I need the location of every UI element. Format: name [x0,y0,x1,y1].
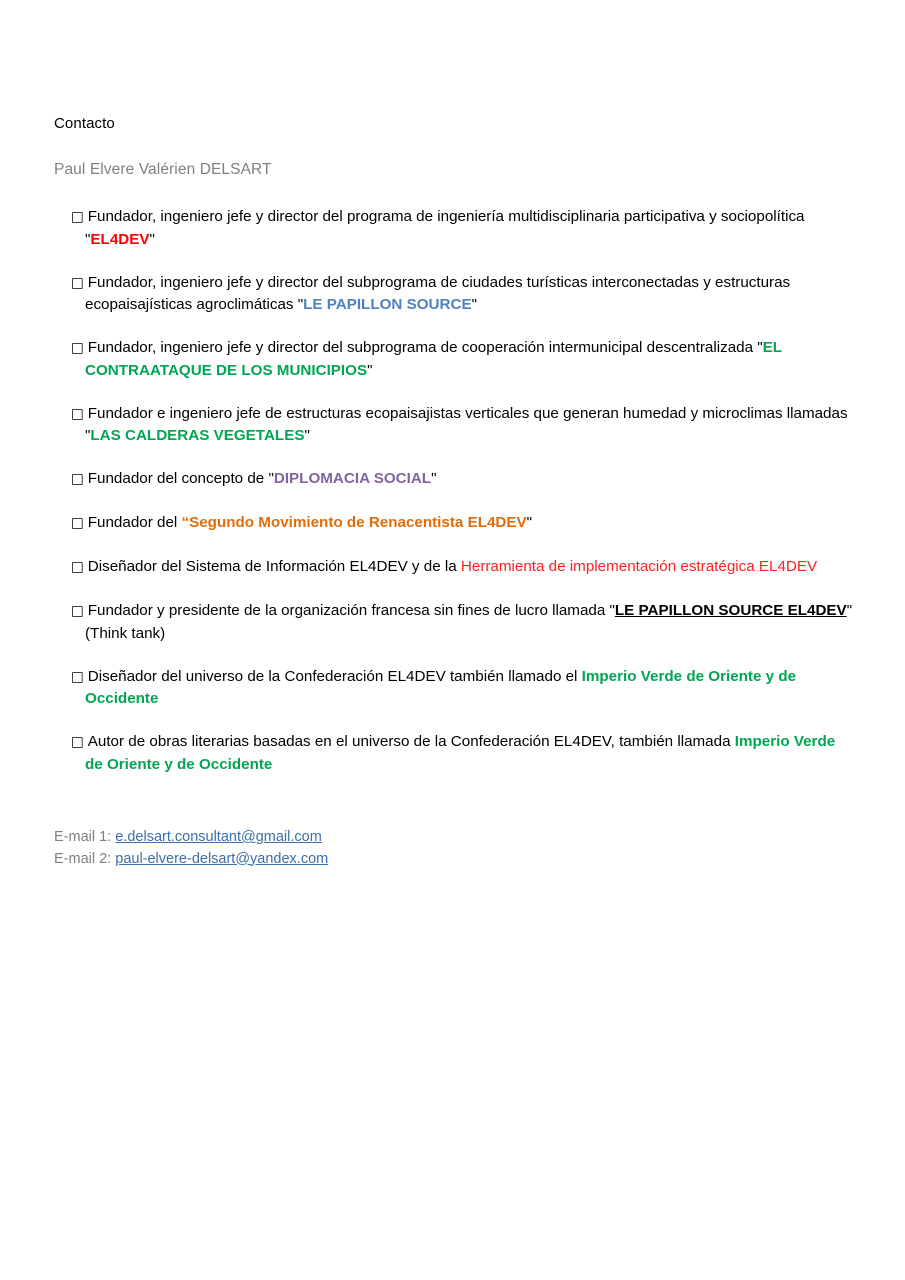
square-outline-bullet-icon: □ [71,471,84,487]
text-span: Fundador, ingeniero jefe y director del subprograma de ciudades turísticas interconectadas y estructuras ecopaisajísticas agroclimáticas " [85,273,791,313]
list-item [54,403,854,447]
email-row [54,827,854,849]
square-outline-bullet-icon: □ [71,603,84,619]
list-item [54,206,854,250]
list-item-text [88,514,532,531]
text-span: " [367,361,373,379]
text-span: Fundador del [87,514,182,531]
email-label: E-mail 1: [54,829,112,845]
list-item [54,272,854,316]
square-outline-bullet-icon: □ [71,340,84,356]
email-link[interactable]: e.delsart.consultant@gmail.com [115,829,322,845]
text-span: " (Think tank) [85,602,853,642]
list-item [54,468,854,491]
email-link[interactable]: paul-elvere-delsart@yandex.com [115,850,329,867]
list-item-text [85,668,796,708]
list-item [54,512,854,535]
text-span: " [149,230,155,248]
text-span: " [304,427,310,444]
email-label: E-mail 2: [54,850,112,867]
list-item [54,337,854,381]
list-item [54,731,854,775]
list-item-text [85,733,835,773]
list-item-text [85,339,782,379]
email-row [54,849,854,871]
list-item [54,666,854,710]
list-item-text [85,274,790,314]
text-span: EL CONTRAATAQUE DE LOS MUNICIPIOS [85,339,782,379]
page-title: Contacto [54,115,115,132]
text-span: Fundador e ingeniero jefe de estructuras ecopaisajistas verticales que generan humedad y microclimas llamadas " [85,404,848,444]
square-outline-bullet-icon: □ [71,274,84,291]
text-span: Imperio Verde de Oriente y de Occidente [85,733,836,773]
square-outline-bullet-icon: □ [71,734,84,750]
text-span: LE PAPILLON SOURCE [303,296,472,313]
author-name: Paul Elvere Valérien DELSART [54,161,272,178]
text-span: " [431,470,437,487]
text-span: “ [181,514,190,531]
text-span: Segundo Movimiento de Renacentista EL4DEV [189,514,527,531]
list-item-text [88,470,437,487]
text-span: Herramienta de implementación estratégica EL4DEV [460,558,818,575]
text-span: Diseñador del Sistema de Información EL4DEV y de la [87,558,461,575]
text-span: Fundador del concepto de " [87,470,274,487]
list-item [54,600,854,644]
list-item-text [85,405,848,445]
text-span: Imperio Verde de Oriente y de Occidente [85,667,797,707]
list-item [54,556,854,579]
credentials-list [54,206,854,775]
text-span: EL4DEV [90,230,150,248]
text-span: DIPLOMACIA SOCIAL [273,470,432,487]
text-span: Diseñador del universo de la Confederación EL4DEV también llamado el [87,667,582,685]
text-span: Fundador, ingeniero jefe y director del programa de ingeniería multidisciplinaria participativa y sociopolítica " [85,208,805,248]
list-item-text [88,558,817,575]
list-item-text [85,208,805,248]
square-outline-bullet-icon: □ [71,209,84,225]
square-outline-bullet-icon: □ [71,668,84,685]
square-outline-bullet-icon: □ [71,559,84,575]
email-block [54,827,854,870]
text-span: Autor de obras literarias basadas en el universo de la Confederación EL4DEV, también llamada [87,733,735,750]
document-content [54,114,854,870]
square-outline-bullet-icon: □ [71,405,84,422]
text-span: LE PAPILLON SOURCE EL4DEV [614,602,847,619]
text-span: " [526,514,533,531]
text-span: LAS CALDERAS VEGETALES [90,427,305,444]
square-outline-bullet-icon: □ [71,515,84,531]
text-span: Fundador, ingeniero jefe y director del subprograma de cooperación intermunicipal descentralizada " [87,339,763,356]
list-item-text [85,602,852,642]
text-span: " [471,296,477,313]
text-span: Fundador y presidente de la organización francesa sin fines de lucro llamada " [87,602,615,619]
